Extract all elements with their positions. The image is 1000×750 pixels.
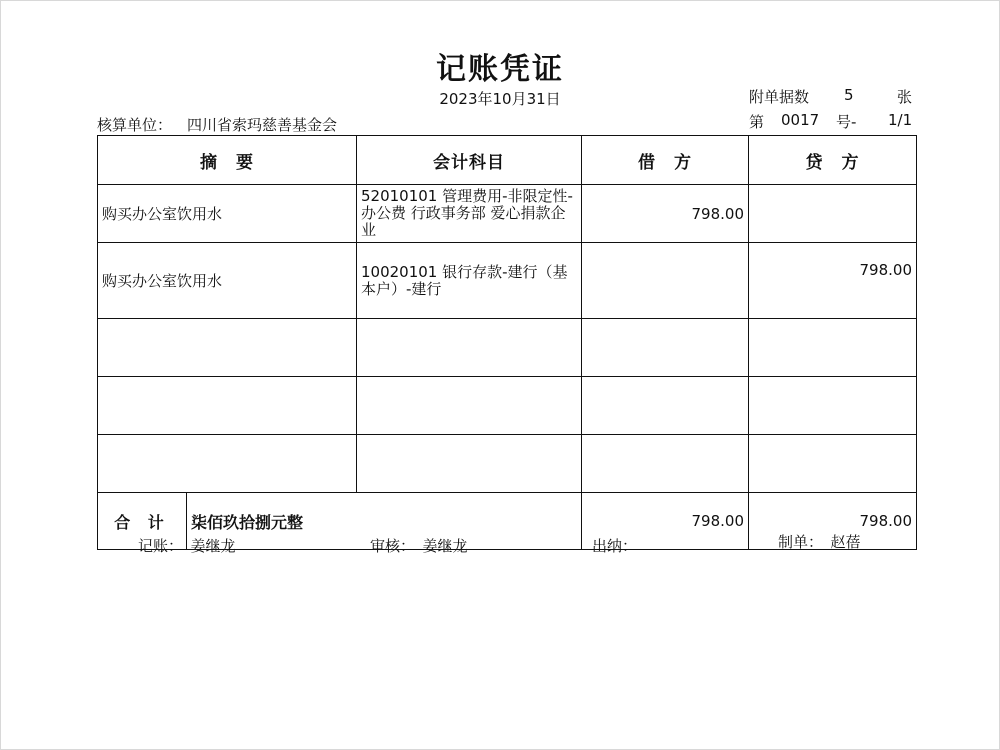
header-credit: 贷 方 xyxy=(749,136,917,185)
header-summary: 摘 要 xyxy=(98,136,357,185)
table-row xyxy=(98,185,917,243)
row-summary: 购买办公室饮用水 xyxy=(98,185,357,243)
row-summary xyxy=(98,377,357,435)
row-summary xyxy=(98,435,357,493)
total-debit: 798.00 xyxy=(582,493,749,550)
voucher-date: 2023年10月31日 xyxy=(439,90,561,108)
row-credit xyxy=(749,377,917,435)
header-account: 会计科目 xyxy=(357,136,582,185)
table-row xyxy=(98,435,917,493)
voucher-page: 1/1 xyxy=(888,111,913,129)
row-debit: 798.00 xyxy=(582,185,749,243)
row-credit xyxy=(749,185,917,243)
row-summary: 购买办公室饮用水 xyxy=(98,243,357,319)
accounting-unit-label: 核算单位： xyxy=(97,116,173,134)
total-amount-words: 柒佰玖拾捌元整 xyxy=(187,493,582,550)
voucher-table xyxy=(97,135,917,550)
table-row xyxy=(98,319,917,377)
row-credit xyxy=(749,319,917,377)
row-credit xyxy=(749,435,917,493)
preparer-signature: 制单： 赵蓓 xyxy=(778,533,861,551)
reviewer-signature: 审核： 姜继龙 xyxy=(370,537,468,555)
row-debit xyxy=(582,377,749,435)
row-credit: 798.00 xyxy=(749,243,917,319)
total-credit: 798.00 xyxy=(749,493,917,550)
row-debit xyxy=(582,243,749,319)
header-debit: 借 方 xyxy=(582,136,749,185)
accounting-unit-name: 四川省索玛慈善基金会 xyxy=(187,116,338,134)
voucher-number-prefix: 第 xyxy=(749,113,765,131)
table-header-row xyxy=(98,136,917,185)
attachment-label: 附单据数 xyxy=(749,88,810,106)
row-summary xyxy=(98,319,357,377)
row-debit xyxy=(582,435,749,493)
row-account: 52010101 管理费用-非限定性-办公费 行政事务部 爱心捐款企业 xyxy=(357,185,582,243)
row-account xyxy=(357,435,582,493)
voucher-number: 0017 xyxy=(781,111,820,129)
row-account xyxy=(357,377,582,435)
total-label: 合 计 xyxy=(98,493,187,550)
voucher-title: 记账凭证 xyxy=(436,52,564,87)
row-debit xyxy=(582,319,749,377)
voucher-number-suffix: 号- xyxy=(836,113,857,131)
row-account xyxy=(357,319,582,377)
attachment-unit: 张 xyxy=(897,88,913,106)
table-row xyxy=(98,377,917,435)
row-account: 10020101 银行存款-建行（基本户）-建行 xyxy=(357,243,582,319)
cashier-signature: 出纳： xyxy=(592,537,638,555)
table-row xyxy=(98,243,917,319)
attachment-count: 5 xyxy=(844,86,854,104)
bookkeeper-signature: 记账： 姜继龙 xyxy=(138,537,236,555)
